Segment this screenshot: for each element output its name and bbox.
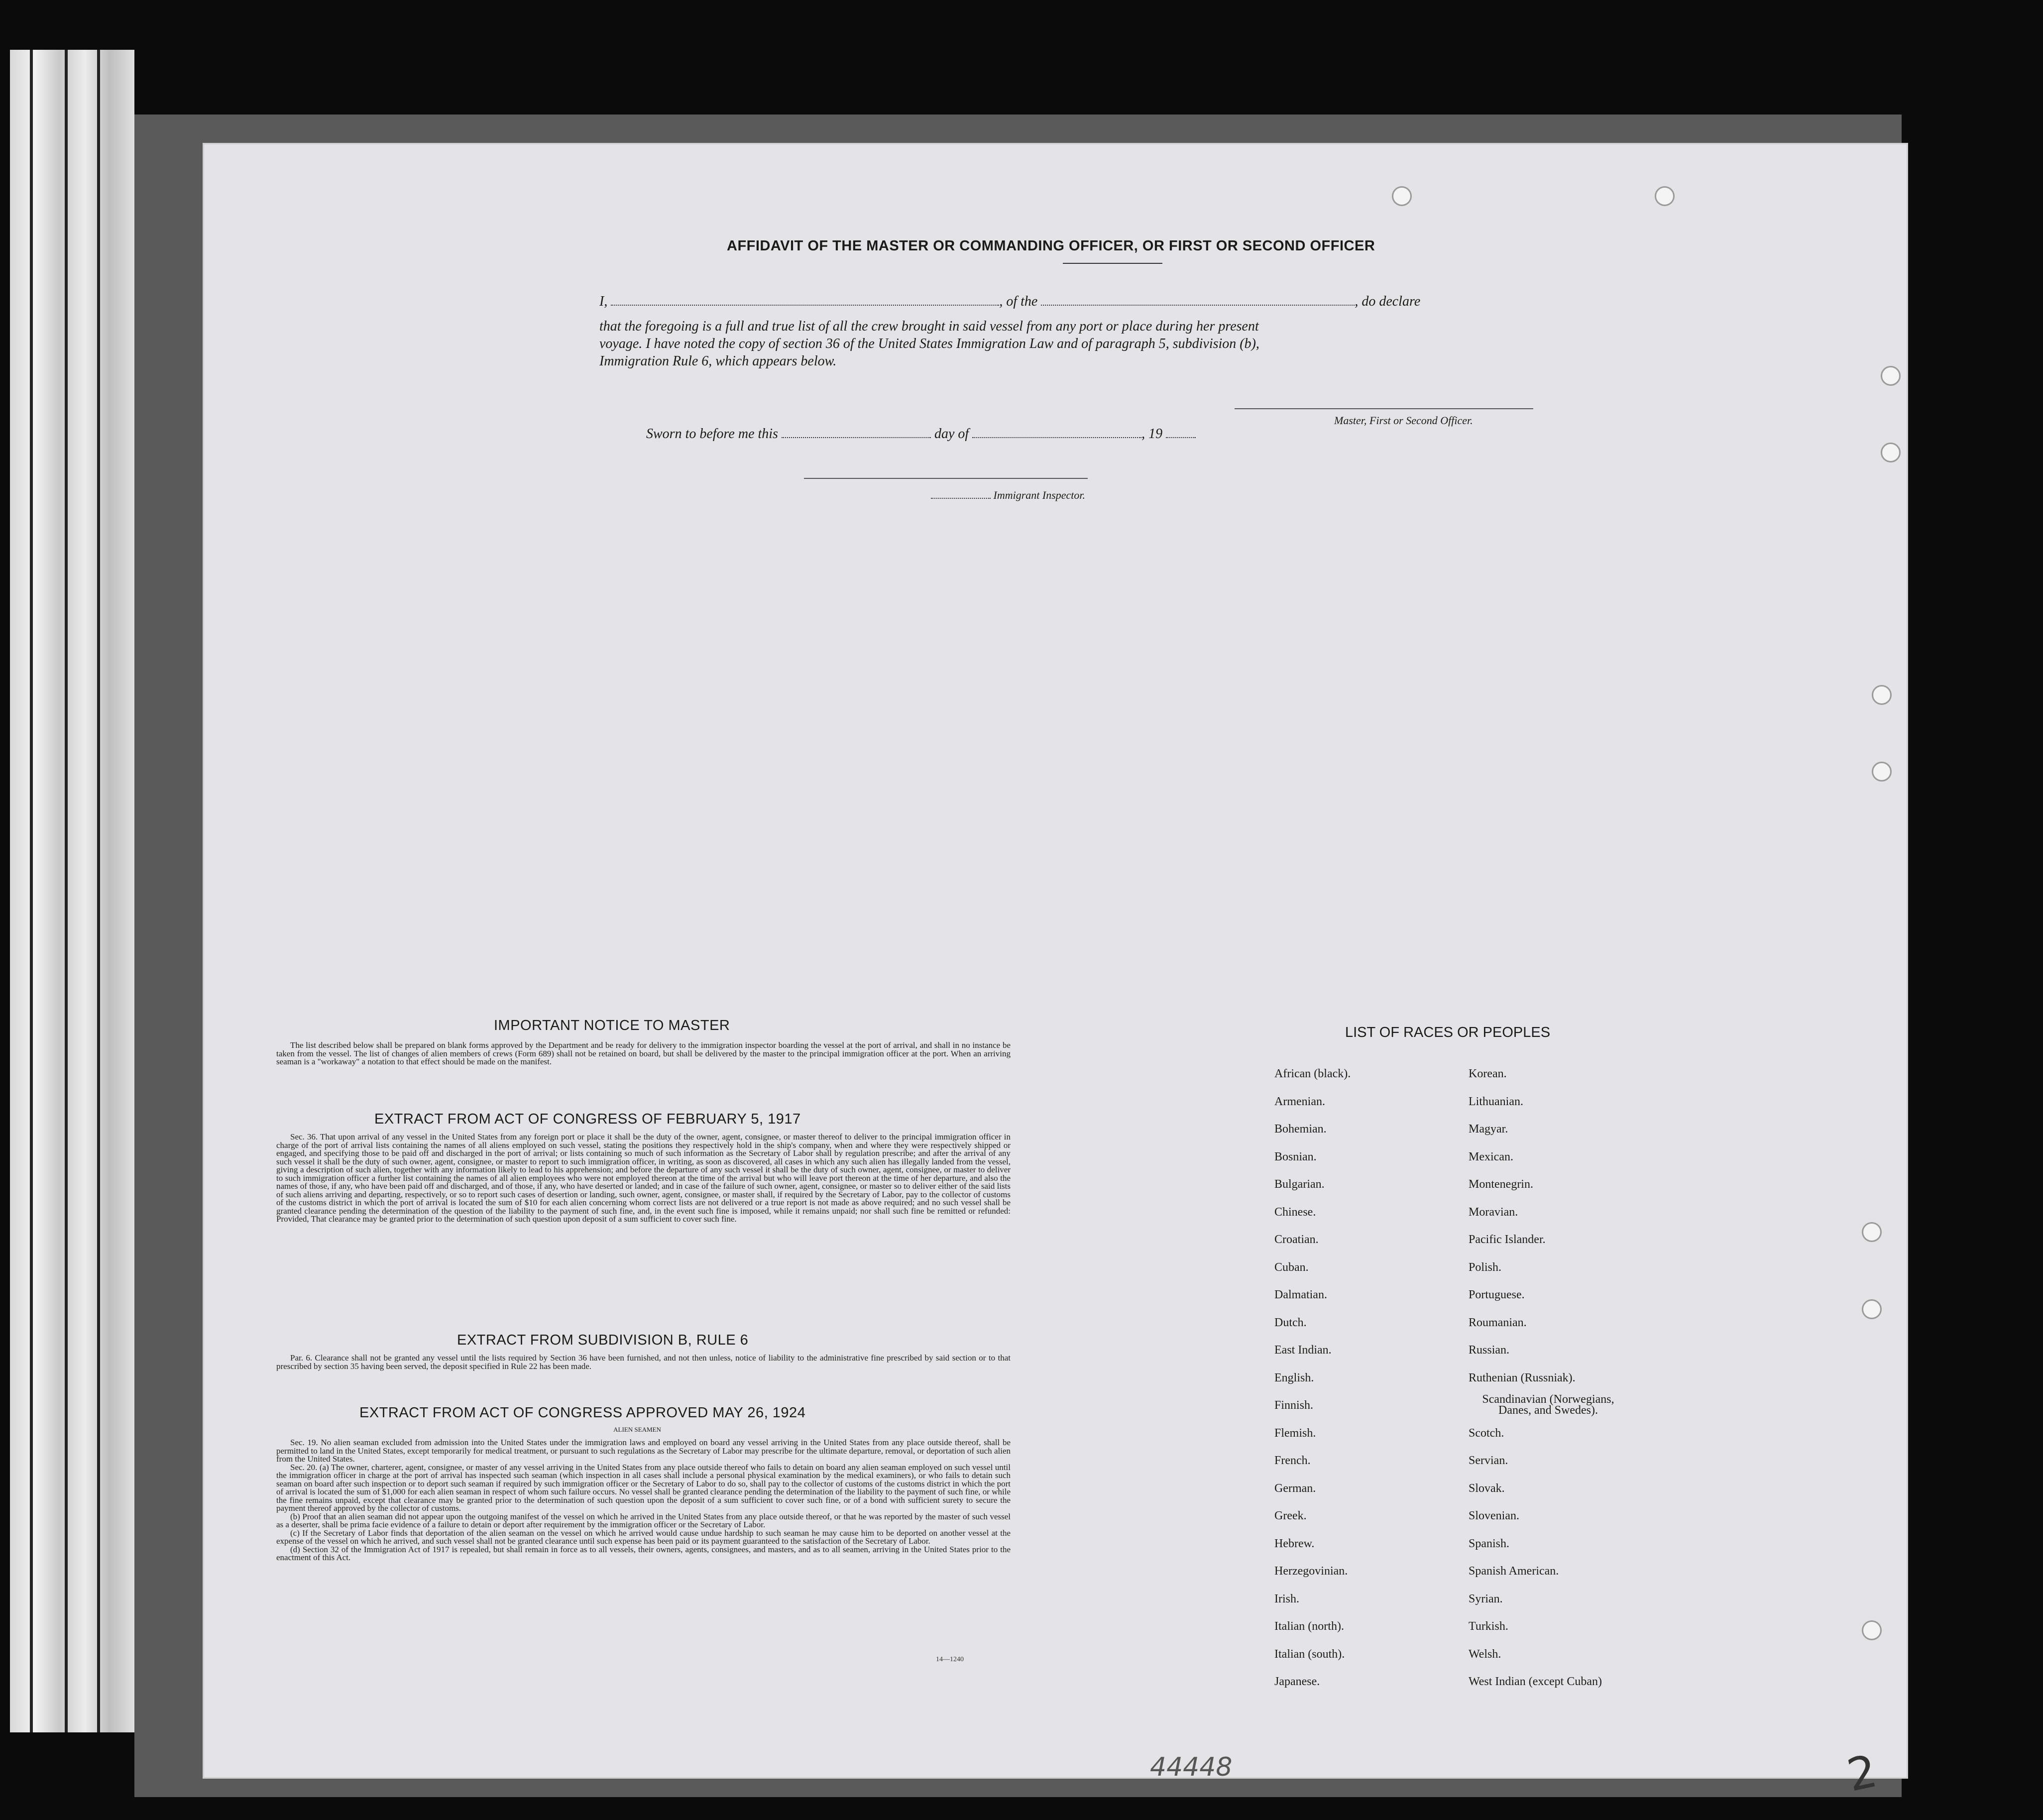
race-item: Hebrew. bbox=[1274, 1537, 1315, 1550]
race-item: Bohemian. bbox=[1274, 1123, 1327, 1136]
race-item: Welsh. bbox=[1469, 1647, 1501, 1661]
notice-paragraph: The list described below shall be prepared on blank forms approved by the Department and be ready for delivery to the immigration inspector boarding the vessel at the port of arrival, and shall in no instance be taken from the vessel. The list of changes of alien members of crews (Form 689) shall not be retained on board, but shall be delivered by the master to the principal immigration officer at the port. When an arriving seaman is a "workaway" a notation to that effect should be made on the manifest. bbox=[276, 1040, 1011, 1066]
sworn-line bbox=[646, 426, 1196, 442]
rule6-text bbox=[276, 1354, 1011, 1370]
race-item: West Indian (except Cuban) bbox=[1469, 1675, 1602, 1688]
affidavit-title: AFFIDAVIT OF THE MASTER OR COMMANDING OFFICER, OR FIRST OR SECOND OFFICER bbox=[727, 238, 1375, 254]
section-20c-paragraph: (c) If the Secretary of Labor finds that deportation of the alien seaman on the vessel on which he arrived would cause undue hardship to such seaman he may cause him to be deported on another vessel at the expense of the vessel on which he arrived, and such vessel shall not be granted clearance until such expense has been paid or its payment guaranteed to the satisfaction of the Secretary of Labor. bbox=[276, 1528, 1011, 1546]
punch-hole bbox=[1862, 1299, 1882, 1319]
race-item: Dalmatian. bbox=[1274, 1288, 1327, 1301]
master-signature-line[interactable] bbox=[1235, 408, 1533, 409]
punch-hole bbox=[1881, 366, 1901, 386]
extract-1917-text bbox=[276, 1133, 1011, 1224]
affidavit-declare: , do declare bbox=[1355, 294, 1421, 309]
punch-hole bbox=[1655, 186, 1675, 206]
race-item: Scotch. bbox=[1469, 1426, 1504, 1440]
section-19-paragraph: Sec. 19. No alien seaman excluded from admission into the United States under the immigration laws and employed on board any vessel arriving in the United States from any place outside thereof, shall be permitted to land in the United States, except temporarily for medical treatment, or pursuant to such regulations as the Secretary of Labor may prescribe for the ultimate departure, removal, or deportation of such alien from the United States. bbox=[276, 1438, 1011, 1464]
race-item: Mexican. bbox=[1469, 1150, 1513, 1163]
extract-1924-title: EXTRACT FROM ACT OF CONGRESS APPROVED MAY 26, 1924 bbox=[359, 1405, 806, 1421]
notice-text bbox=[276, 1041, 1011, 1066]
race-item: Croatian. bbox=[1274, 1233, 1319, 1246]
race-item: Polish. bbox=[1469, 1260, 1502, 1274]
race-item: Slovak. bbox=[1469, 1481, 1505, 1495]
race-item: Bosnian. bbox=[1274, 1150, 1317, 1163]
month-blank[interactable] bbox=[972, 428, 1141, 438]
race-item: Italian (north). bbox=[1274, 1620, 1344, 1633]
race-item: Japanese. bbox=[1274, 1675, 1320, 1688]
race-item: Montenegrin. bbox=[1469, 1178, 1533, 1191]
punch-hole bbox=[1862, 1620, 1882, 1640]
sworn-text: Sworn to before me this bbox=[646, 426, 778, 442]
punch-hole bbox=[1862, 1222, 1882, 1242]
title-underline bbox=[1063, 263, 1162, 264]
day-blank[interactable] bbox=[782, 428, 931, 438]
race-item: Cuban. bbox=[1274, 1260, 1309, 1274]
race-item: Servian. bbox=[1469, 1454, 1508, 1467]
affidavit-of-the: , of the bbox=[999, 294, 1038, 309]
notice-title: IMPORTANT NOTICE TO MASTER bbox=[494, 1018, 730, 1033]
section-20d-paragraph: (d) Section 32 of the Immigration Act of 1917 is repealed, but shall remain in force as to all vessels, their owners, agents, consignees, and masters, and as to all seamen, arriving in the United States prior to the enactment of this Act. bbox=[276, 1544, 1011, 1562]
race-item: Spanish. bbox=[1469, 1537, 1510, 1550]
race-item: Italian (south). bbox=[1274, 1647, 1345, 1661]
inspector-label-text: Immigrant Inspector. bbox=[993, 489, 1086, 501]
race-item: Pacific Islander. bbox=[1469, 1233, 1546, 1246]
race-item: Spanish American. bbox=[1469, 1565, 1559, 1578]
race-item: Slovenian. bbox=[1469, 1509, 1519, 1522]
rule6-paragraph: Par. 6. Clearance shall not be granted any vessel until the lists required by Section 36 have been furnished, and not then unless, notice of liability to the administrative fine prescribed by said section or to that prescribed by section 35 having been served, the deposit specified in Rule 22 has been made. bbox=[276, 1353, 1011, 1371]
race-item: Dutch. bbox=[1274, 1316, 1307, 1329]
inspector-signature-line[interactable] bbox=[804, 478, 1088, 479]
extract-1924-text bbox=[276, 1439, 1011, 1562]
race-item: French. bbox=[1274, 1454, 1311, 1467]
race-item: Armenian. bbox=[1274, 1095, 1325, 1108]
race-item: Russian. bbox=[1469, 1344, 1510, 1357]
race-item: African (black). bbox=[1274, 1067, 1351, 1080]
affidavit-i: I, bbox=[599, 294, 608, 309]
name-blank[interactable] bbox=[611, 296, 999, 306]
punch-hole bbox=[1872, 762, 1892, 782]
extract-1917-paragraph: Sec. 36. That upon arrival of any vessel in the United States from any foreign port or place it shall be the duty of the owner, agent, consignee, or master thereof to deliver to the principal immigration officer in charge of the port of arrival lists containing the names of all aliens employed on such vessel, stating the positions they respectively hold in the ship's company, when and where they were respectively shipped or engaged, and specifying those to be paid off and discharged in the port of arrival; or lists containing so much of such information as the Secretary of Labor shall by regulation prescribe; and after the arrival of any such vessel it shall be the duty of such owner, agent, consignee, or master to report to such immigration officer, in writing, as soon as discovered, all cases in which any such alien has illegally landed from the vessel, giving a description of such alien, together with any information likely to lead to his apprehension; and before the departure of any such vessel it shall be the duty of such owner, agent, consignee, or master to deliver to such immigration officer a further list containing the names of all alien employees who were not employed thereon at the time of the arrival but who will leave port thereon at the time of her departure, and also the names of those, if any, who have been paid off and discharged, and of those, if any, who have deserted or landed; and in case of the failure of such owner, agent, consignee, or master so to deliver either of the said lists of such aliens arriving and departing, respectively, or so to report such cases of desertion or landing, such owner, agent, consignee, or master shall, if required by the Secretary of Labor, pay to the collector of customs of the customs district in which the port of arrival is located the sum of $10 for each alien concerning whom correct lists are not delivered or a true report is not made as above required; and no such vessel shall be granted clearance pending the determination of the question of the liability to the payment of such fine, and, in the event such fine is imposed, while it remains unpaid; nor shall such fine be remitted or refunded: Provided, That clearance may be granted prior to the determination of such question upon deposit of a sum sufficient to cover such fine. bbox=[276, 1132, 1011, 1224]
race-item: Moravian. bbox=[1469, 1205, 1518, 1219]
race-item: Korean. bbox=[1469, 1067, 1507, 1080]
ledger-binding bbox=[10, 50, 134, 1732]
races-title: LIST OF RACES OR PEOPLES bbox=[1345, 1024, 1551, 1040]
race-item: Flemish. bbox=[1274, 1426, 1316, 1440]
affidavit-line-1 bbox=[599, 294, 1420, 310]
race-item: Scandinavian (Norwegians, Danes, and Swedes). bbox=[1482, 1393, 1614, 1417]
inspector-blank bbox=[931, 489, 991, 499]
race-item: Greek. bbox=[1274, 1509, 1307, 1522]
race-item: Lithuanian. bbox=[1469, 1095, 1523, 1108]
master-signature-label: Master, First or Second Officer. bbox=[1334, 414, 1473, 427]
rule6-title: EXTRACT FROM SUBDIVISION B, RULE 6 bbox=[457, 1332, 749, 1348]
affidavit-line-4: Immigration Rule 6, which appears below. bbox=[599, 353, 837, 369]
affidavit-line-2: that the foregoing is a full and true list of all the crew brought in said vessel from any port or place during her present bbox=[599, 319, 1259, 334]
punch-hole bbox=[1392, 186, 1412, 206]
vessel-blank[interactable] bbox=[1041, 296, 1355, 306]
race-item: Irish. bbox=[1274, 1592, 1299, 1605]
extract-1917-title: EXTRACT FROM ACT OF CONGRESS OF FEBRUARY 5, 1917 bbox=[374, 1111, 801, 1127]
section-20a-paragraph: Sec. 20. (a) The owner, charterer, agent, consignee, or master of any vessel arriving in the United States from any place outside thereof who fails to detain on board any alien seaman employed on such vessel until the immigration officer in charge at the port of arrival has inspected such seaman (which inspection in all cases shall include a personal physical examination by the medical examiners), or who fails to detain such seaman on board after such inspection or to deport such seaman if required by such immigration officer or the Secretary of Labor to do so, shall pay to the collector of customs of the customs district in which the port of arrival is located the sum of $1,000 for each alien seaman in respect of whom such failure occurs. No vessel shall be granted clearance pending the determination of the liability to the payment of such fine, or while the fine remains unpaid, except that clearance may be granted prior to the determination of such question upon the deposit of a sum sufficient to cover such fine, or of a bond with sufficient surety to secure the payment thereof approved by the collector of customs. bbox=[276, 1462, 1011, 1513]
race-item: Ruthenian (Russniak). bbox=[1469, 1371, 1576, 1384]
punch-hole bbox=[1881, 443, 1901, 462]
race-item: Magyar. bbox=[1469, 1123, 1508, 1136]
binding-strip bbox=[65, 50, 68, 1732]
handwritten-bottom-note: 44448 bbox=[1150, 1752, 1233, 1782]
race-item: Herzegovinian. bbox=[1274, 1565, 1348, 1578]
form-number: 14—1240 bbox=[936, 1656, 964, 1663]
section-20b-paragraph: (b) Proof that an alien seaman did not appear upon the outgoing manifest of the vessel on which he arrived in the United States from any place outside thereof, or that he was reported by the master of such vessel as a deserter, shall be prima facie evidence of a failure to detain or deport after requirement by the immigration officer or the Secretary of Labor. bbox=[276, 1511, 1011, 1529]
alien-seamen-text: ALIEN SEAMEN bbox=[613, 1426, 661, 1433]
inspector-label bbox=[931, 489, 1085, 502]
punch-hole bbox=[1872, 685, 1892, 705]
binding-strip bbox=[97, 50, 100, 1732]
year-blank[interactable] bbox=[1166, 428, 1196, 438]
race-item: German. bbox=[1274, 1481, 1316, 1495]
alien-seamen-subtitle bbox=[587, 1426, 687, 1434]
race-item: Turkish. bbox=[1469, 1620, 1508, 1633]
binding-strip bbox=[30, 50, 33, 1732]
race-item: English. bbox=[1274, 1371, 1314, 1384]
day-of-text: day of bbox=[934, 426, 969, 442]
year-text: , 19 bbox=[1141, 426, 1163, 442]
race-item: Portuguese. bbox=[1469, 1288, 1525, 1301]
race-item: Roumanian. bbox=[1469, 1316, 1527, 1329]
race-item: Bulgarian. bbox=[1274, 1178, 1325, 1191]
affidavit-line-3: voyage. I have noted the copy of section 36 of the United States Immigration Law and of paragraph 5, subdivision (b), bbox=[599, 336, 1259, 351]
race-item: Syrian. bbox=[1469, 1592, 1503, 1605]
race-item: Finnish. bbox=[1274, 1399, 1314, 1412]
race-item: Chinese. bbox=[1274, 1205, 1316, 1219]
handwritten-page-number: 2 bbox=[1842, 1745, 1882, 1802]
race-item: East Indian. bbox=[1274, 1344, 1332, 1357]
